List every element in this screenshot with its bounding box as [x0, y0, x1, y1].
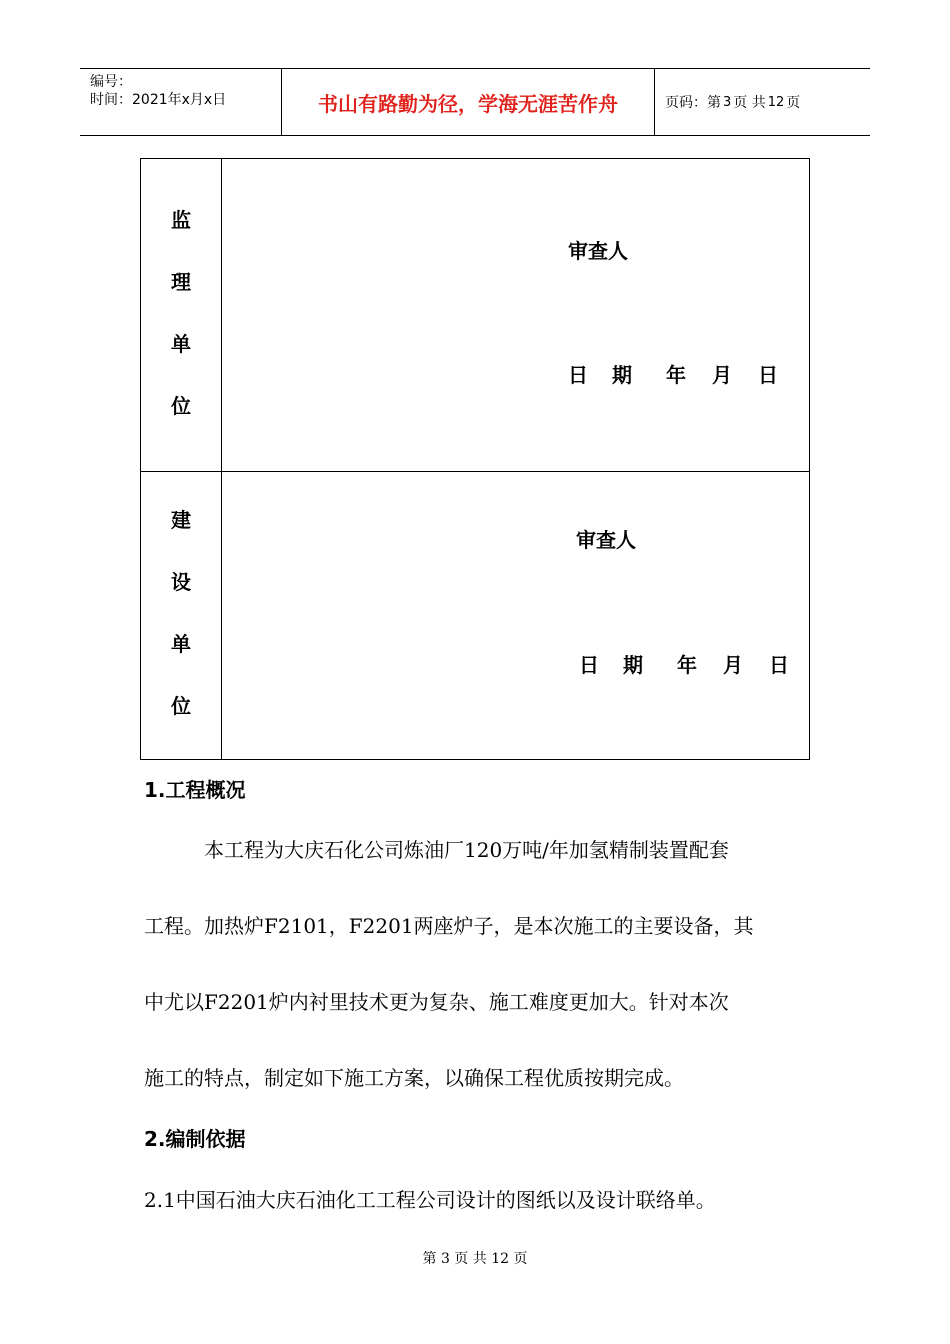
date-year: 年	[666, 363, 686, 387]
header-number: 编号：	[90, 74, 132, 90]
row-content-cell	[222, 472, 810, 760]
label-char: 设	[171, 570, 191, 594]
paragraph-line: 本工程为大庆石化公司炼油厂120万吨/年加氢精制装置配套	[204, 838, 729, 862]
row-label-cell	[141, 159, 222, 472]
header-motto: 书山有路勤为径，学海无涯苦作舟	[282, 69, 655, 135]
overview-paragraph	[144, 812, 814, 1116]
row-content-cell	[222, 159, 810, 472]
page-mid: 页 共	[733, 95, 766, 111]
label-char: 单	[171, 632, 191, 656]
date-month: 月	[712, 363, 732, 387]
paragraph-line: 施工的特点，制定如下施工方案，以确保工程优质按期完成。	[144, 1066, 684, 1090]
paragraph-line: 中尤以F2201炉内衬里技术更为复杂、施工难度更加大。针对本次	[144, 990, 729, 1014]
page-total: 12	[767, 94, 785, 110]
page-prefix: 页码：第	[665, 95, 721, 111]
section-title-basis: 2.编制依据	[144, 1127, 246, 1151]
date-char: 日	[579, 653, 599, 677]
label-char: 位	[171, 694, 191, 718]
label-char: 建	[171, 508, 191, 532]
page-footer: 第 3 页 共 12 页	[422, 1251, 528, 1267]
date-day: 日	[758, 363, 778, 387]
date-line	[579, 649, 789, 678]
reviewer-label: 审查人	[576, 528, 636, 552]
label-char: 位	[171, 394, 191, 418]
row-label	[141, 159, 221, 437]
date-char: 期	[623, 653, 643, 677]
page-current: 3	[723, 94, 732, 110]
paragraph-line: 工程。加热炉F2101，F2201两座炉子，是本次施工的主要设备，其	[144, 914, 754, 938]
label-char: 单	[171, 332, 191, 356]
date-char: 日	[568, 363, 588, 387]
row-label-cell	[141, 472, 222, 760]
page-header	[80, 68, 870, 136]
reviewer-label: 审查人	[568, 239, 628, 263]
date-day: 日	[769, 653, 789, 677]
page-suffix: 页	[786, 95, 801, 111]
header-meta	[80, 69, 282, 135]
date-year: 年	[677, 653, 697, 677]
label-char: 理	[171, 270, 191, 294]
date-char: 期	[612, 363, 632, 387]
row-label	[141, 472, 221, 737]
review-row-supervision	[141, 159, 810, 472]
label-char: 监	[171, 208, 191, 232]
review-table	[140, 158, 810, 760]
section-title-overview: 1.工程概况	[144, 778, 246, 802]
header-time: 时间：2021年x月x日	[90, 92, 227, 108]
date-line	[568, 359, 778, 388]
review-row-construction	[141, 472, 810, 760]
date-month: 月	[723, 653, 743, 677]
header-page-info	[655, 69, 870, 135]
basis-item-1: 2.1中国石油大庆石油化工工程公司设计的图纸以及设计联络单。	[144, 1188, 716, 1212]
